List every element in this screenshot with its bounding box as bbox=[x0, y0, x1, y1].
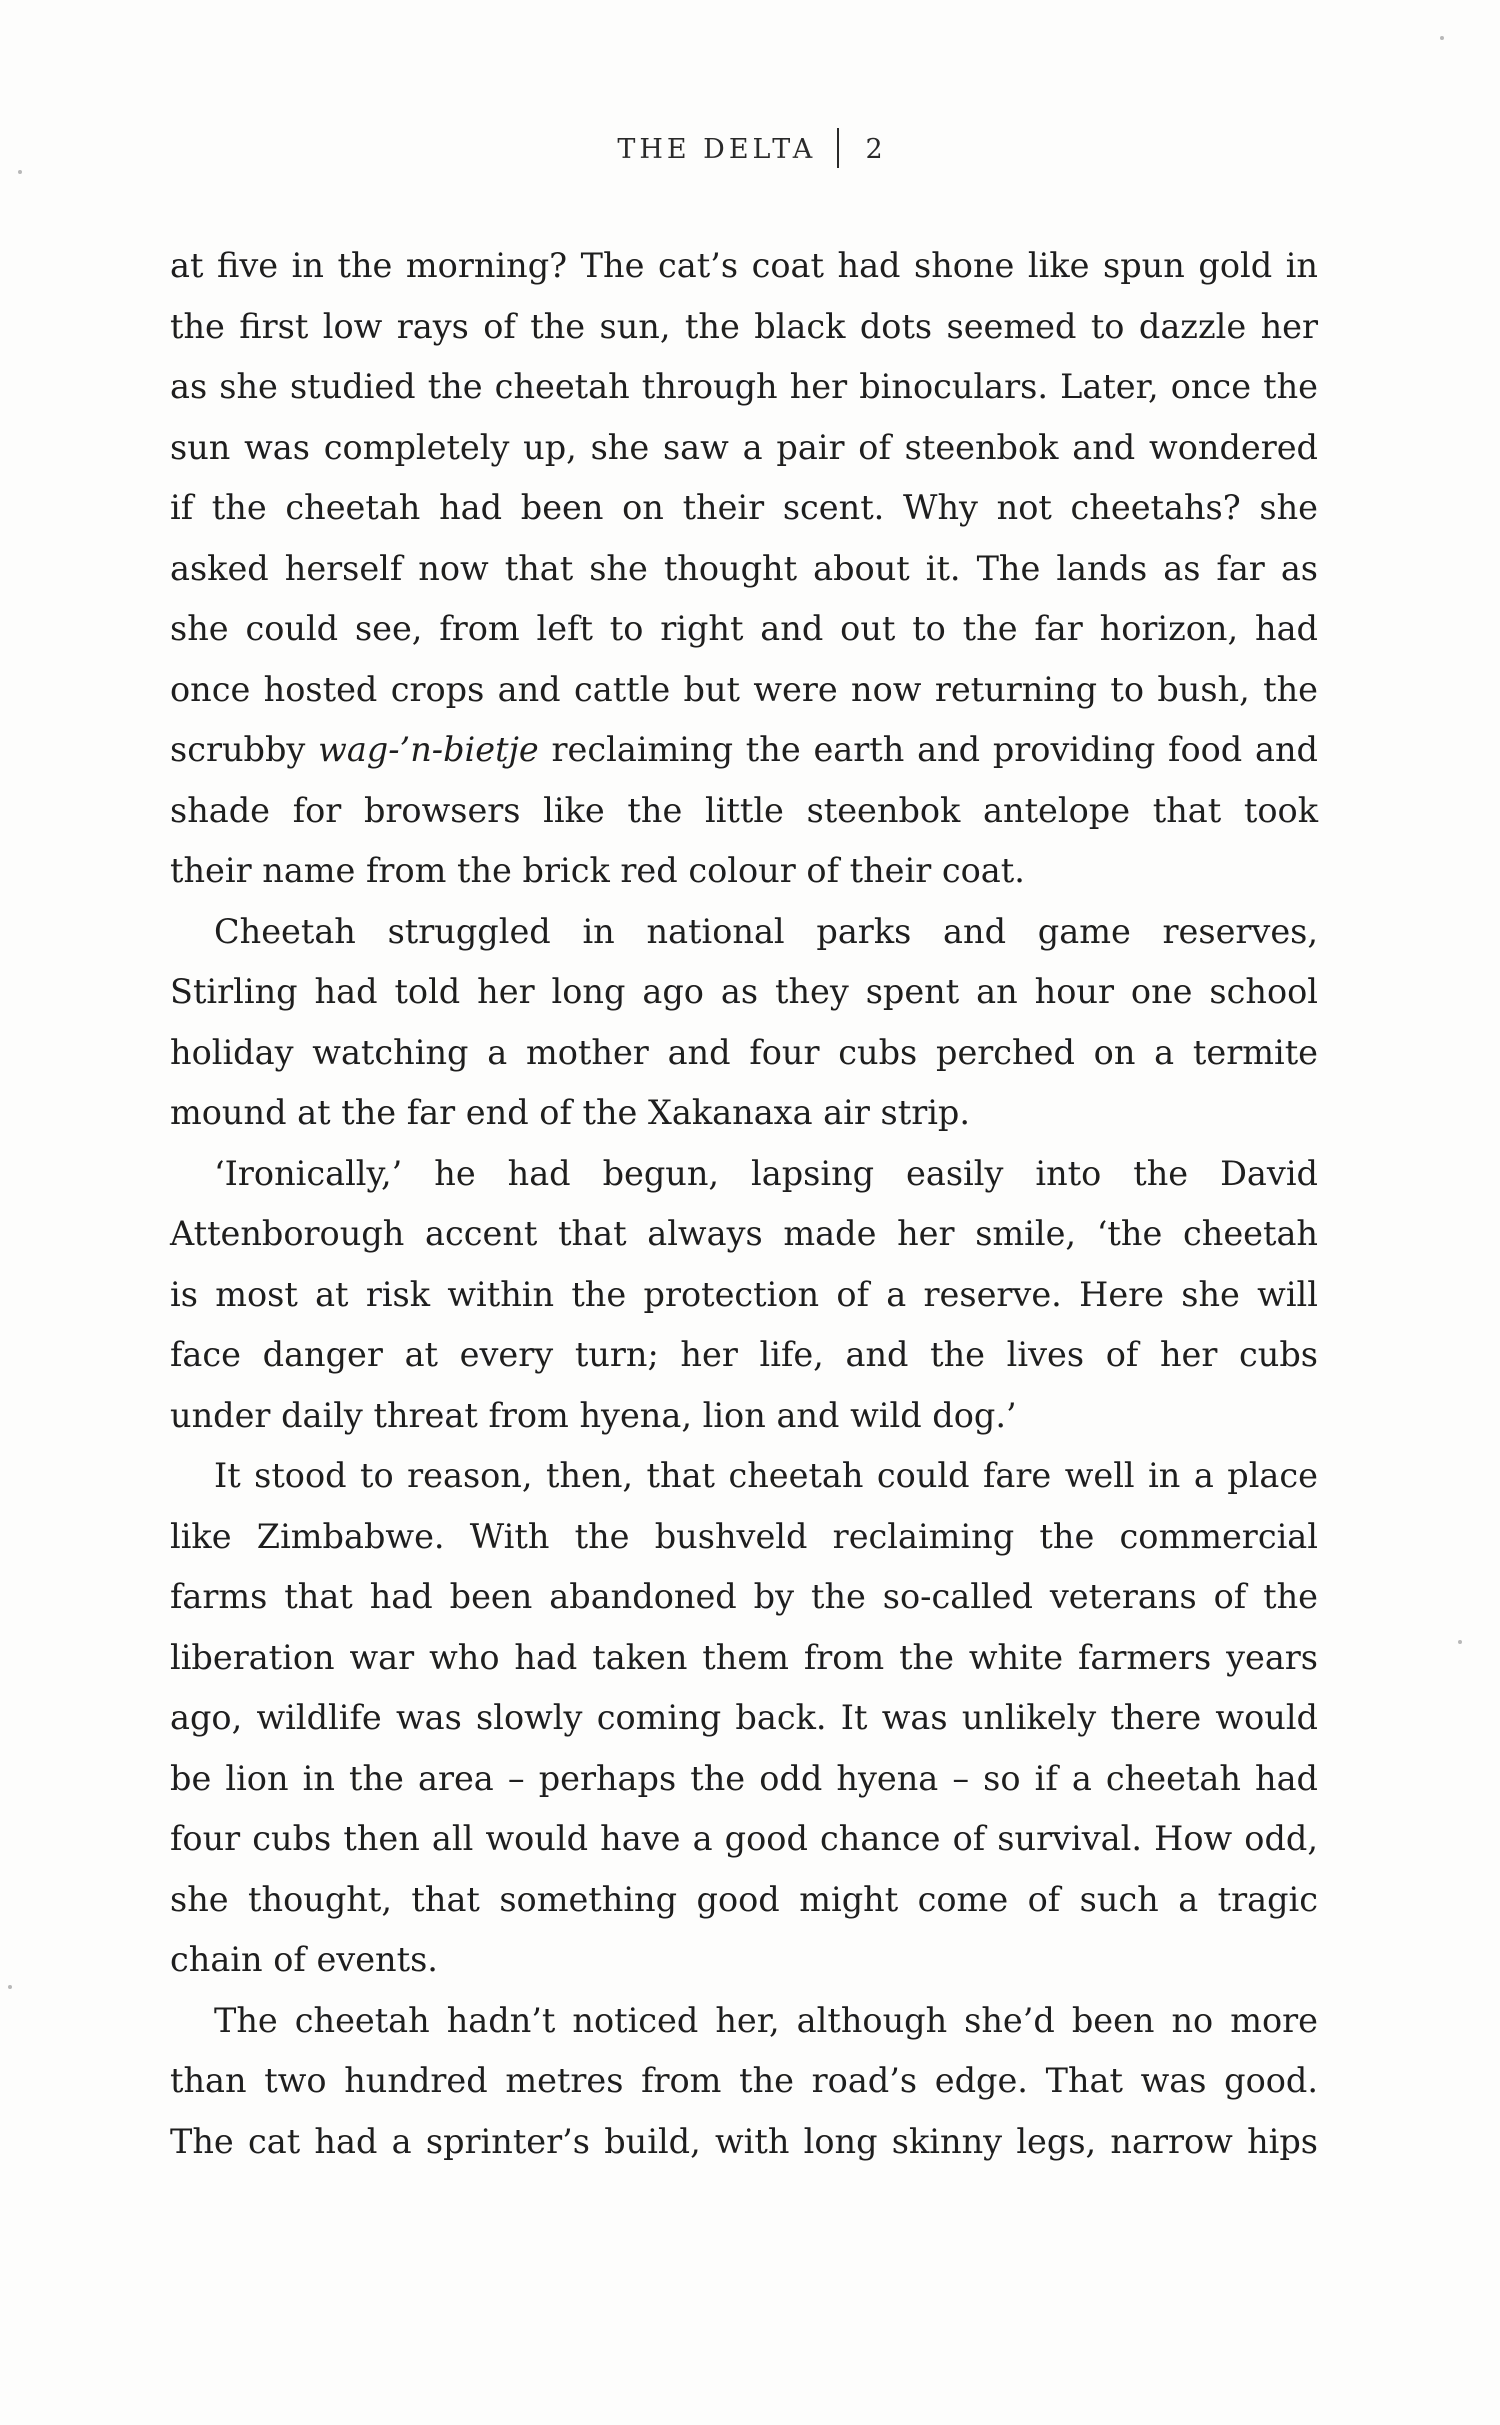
text-line: four cubs then all would have a good chance of survival. How odd, bbox=[170, 1819, 1318, 1858]
text-line: ‘Ironically,’ he had begun, lapsing easily into the David bbox=[214, 1153, 1318, 1193]
header-divider bbox=[837, 128, 839, 168]
text-line: mound at the far end of the Xakanaxa air strip. bbox=[170, 1093, 971, 1132]
text-line: holiday watching a mother and four cubs perched on a termite bbox=[170, 1032, 1318, 1072]
text-line: Stirling had told her long ago as they spent an hour one school bbox=[170, 972, 1318, 1011]
text-line: It stood to reason, then, that cheetah could fare well in a place bbox=[214, 1456, 1318, 1495]
text-line: under daily threat from hyena, lion and wild dog.’ bbox=[170, 1395, 1017, 1435]
text-line: chain of events. bbox=[170, 1940, 438, 1979]
text-line-part: reclaiming the earth and providing food and bbox=[538, 730, 1318, 769]
running-head bbox=[0, 128, 1500, 168]
text-line: than two hundred metres from the road’s edge. That was good. bbox=[170, 2061, 1318, 2100]
text-line: shade for browsers like the little steenbok antelope that took bbox=[170, 790, 1318, 830]
text-line: face danger at every turn; her life, and the lives of her cubs bbox=[170, 1335, 1318, 1374]
text-line: she could see, from left to right and out to the far horizon, had bbox=[170, 609, 1318, 648]
text-line: if the cheetah had been on their scent. Why not cheetahs? she bbox=[170, 488, 1318, 527]
text-line: ago, wildlife was slowly coming back. It was unlikely there would bbox=[170, 1698, 1318, 1737]
text-line: liberation war who had taken them from the white farmers years bbox=[170, 1637, 1318, 1677]
text-line: is most at risk within the protection of a reserve. Here she will bbox=[170, 1274, 1318, 1314]
italic-phrase: wag-’n-bietje bbox=[318, 730, 539, 769]
text-line: The cheetah hadn’t noticed her, although she’d been no more bbox=[214, 2000, 1318, 2040]
running-title: THE DELTA bbox=[617, 134, 817, 165]
text-line-part: scrubby bbox=[170, 730, 319, 769]
text-line bbox=[170, 720, 1318, 781]
text-line: as she studied the cheetah through her binoculars. Later, once the bbox=[170, 367, 1318, 406]
page-number: 2 bbox=[865, 134, 883, 165]
scan-speck bbox=[1440, 36, 1444, 40]
scan-speck bbox=[8, 1985, 12, 1989]
text-line: Cheetah struggled in national parks and game reserves, bbox=[214, 911, 1318, 951]
text-line: be lion in the area – perhaps the odd hyena – so if a cheetah had bbox=[170, 1758, 1318, 1798]
text-line: farms that had been abandoned by the so-called veterans of the bbox=[170, 1577, 1318, 1616]
text-line: the first low rays of the sun, the black dots seemed to dazzle her bbox=[170, 306, 1318, 346]
text-line: Attenborough accent that always made her smile, ‘the cheetah bbox=[170, 1214, 1318, 1253]
text-line: once hosted crops and cattle but were now returning to bush, the bbox=[170, 669, 1318, 709]
text-line: like Zimbabwe. With the bushveld reclaiming the commercial bbox=[170, 1516, 1318, 1556]
text-line: sun was completely up, she saw a pair of steenbok and wondered bbox=[170, 427, 1318, 467]
scan-speck bbox=[1458, 1640, 1462, 1644]
text-line: at five in the morning? The cat’s coat had shone like spun gold in bbox=[170, 246, 1318, 285]
text-line: their name from the brick red colour of their coat. bbox=[170, 851, 1025, 890]
text-line: she thought, that something good might come of such a tragic bbox=[170, 1879, 1318, 1919]
body-text bbox=[170, 236, 1318, 2172]
text-line: asked herself now that she thought about it. The lands as far as bbox=[170, 548, 1318, 588]
scan-speck bbox=[18, 170, 22, 174]
text-line: The cat had a sprinter’s build, with long skinny legs, narrow hips bbox=[170, 2121, 1318, 2161]
